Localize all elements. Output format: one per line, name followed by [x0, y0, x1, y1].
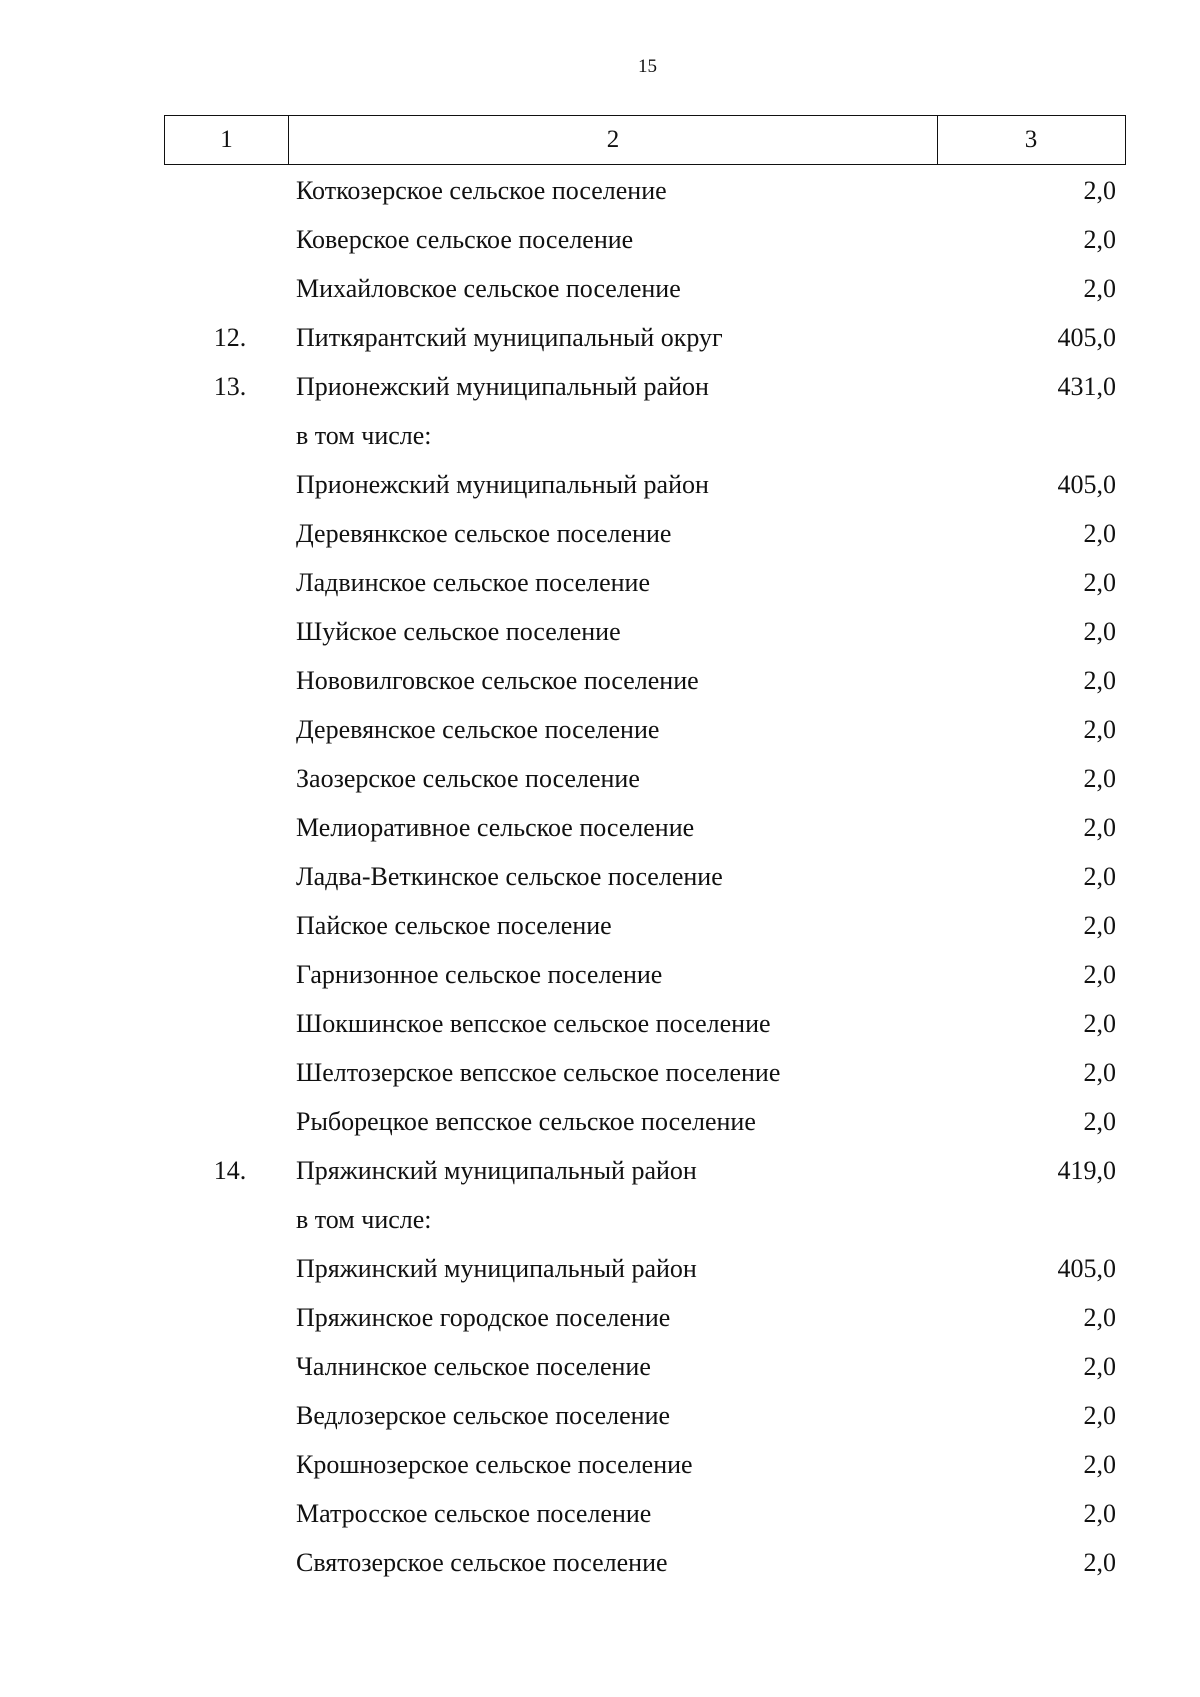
- row-name: Ведлозерское сельское поселение: [296, 1401, 671, 1430]
- table-row: [0, 362, 1200, 411]
- row-value: 431,0: [1057, 372, 1116, 401]
- row-name: Михайловское сельское поселение: [296, 274, 681, 303]
- table-row: [0, 754, 1200, 803]
- row-value: 2,0: [1083, 176, 1116, 205]
- table-row: [0, 950, 1200, 999]
- row-value: 405,0: [1057, 1254, 1116, 1283]
- table-row: [0, 411, 1200, 460]
- table-row: [0, 1293, 1200, 1342]
- row-value: 2,0: [1083, 911, 1116, 940]
- row-number: 14.: [213, 1156, 247, 1185]
- row-name: Шуйское сельское поселение: [296, 617, 621, 646]
- table-row: [0, 1440, 1200, 1489]
- table-row: [0, 1489, 1200, 1538]
- row-name: в том числе:: [296, 1205, 432, 1234]
- row-value: 2,0: [1083, 960, 1116, 989]
- row-value: 2,0: [1083, 1009, 1116, 1038]
- table-row: [0, 607, 1200, 656]
- row-value: 2,0: [1083, 568, 1116, 597]
- row-value: 405,0: [1057, 470, 1116, 499]
- row-name: Мелиоративное сельское поселение: [296, 813, 695, 842]
- row-value: 2,0: [1083, 274, 1116, 303]
- row-name: Пряжинский муниципальный район: [296, 1254, 697, 1283]
- table-row: [0, 1244, 1200, 1293]
- row-name: Прионежский муниципальный район: [296, 470, 709, 499]
- table-row: [0, 166, 1200, 215]
- row-value: 2,0: [1083, 1303, 1116, 1332]
- row-value: 2,0: [1083, 1107, 1116, 1136]
- table-row: [0, 558, 1200, 607]
- row-name: Шелтозерское вепсское сельское поселение: [296, 1058, 781, 1087]
- table-row: [0, 803, 1200, 852]
- row-name: Шокшинское вепсское сельское поселение: [296, 1009, 771, 1038]
- row-name: Нововилговское сельское поселение: [296, 666, 699, 695]
- row-value: 2,0: [1083, 715, 1116, 744]
- table-row: [0, 901, 1200, 950]
- table-row: [0, 999, 1200, 1048]
- row-name: Питкярантский муниципальный округ: [296, 323, 723, 352]
- table-body: [0, 166, 1200, 1587]
- row-name: Ладвинское сельское поселение: [296, 568, 650, 597]
- row-value: 2,0: [1083, 1499, 1116, 1528]
- row-name: Рыборецкое вепсское сельское поселение: [296, 1107, 756, 1136]
- row-name: Заозерское сельское поселение: [296, 764, 640, 793]
- row-value: 419,0: [1057, 1156, 1116, 1185]
- row-value: 2,0: [1083, 225, 1116, 254]
- table-row: [0, 313, 1200, 362]
- row-value: 2,0: [1083, 1450, 1116, 1479]
- table-row: [0, 656, 1200, 705]
- row-value: 2,0: [1083, 813, 1116, 842]
- row-name: Матросское сельское поселение: [296, 1499, 652, 1528]
- header-col-3: 3: [1024, 126, 1038, 153]
- row-number: 13.: [213, 372, 247, 401]
- row-name: Пайское сельское поселение: [296, 911, 612, 940]
- row-name: в том числе:: [296, 421, 432, 450]
- page-number: 15: [638, 56, 657, 77]
- row-value: 2,0: [1083, 764, 1116, 793]
- row-value: 2,0: [1083, 862, 1116, 891]
- row-name: Чалнинское сельское поселение: [296, 1352, 651, 1381]
- table-header: [164, 115, 1126, 165]
- table-row: [0, 1097, 1200, 1146]
- table-row: [0, 215, 1200, 264]
- header-col-2: 2: [289, 116, 938, 164]
- row-name: Коткозерское сельское поселение: [296, 176, 667, 205]
- row-value: 2,0: [1083, 617, 1116, 646]
- row-value: 2,0: [1083, 666, 1116, 695]
- table-row: [0, 705, 1200, 754]
- row-name: Деревянкское сельское поселение: [296, 519, 672, 548]
- row-name: Деревянское сельское поселение: [296, 715, 660, 744]
- table-row: [0, 264, 1200, 313]
- table-row: [0, 460, 1200, 509]
- row-value: 2,0: [1083, 519, 1116, 548]
- table-row: [0, 852, 1200, 901]
- row-name: Святозерское сельское поселение: [296, 1548, 668, 1577]
- row-name: Пряжинский муниципальный район: [296, 1156, 697, 1185]
- table-row: [0, 509, 1200, 558]
- table-row: [0, 1146, 1200, 1195]
- table-row: [0, 1048, 1200, 1097]
- row-name: Прионежский муниципальный район: [296, 372, 709, 401]
- row-name: Крошнозерское сельское поселение: [296, 1450, 693, 1479]
- row-value: 405,0: [1057, 323, 1116, 352]
- table-row: [0, 1342, 1200, 1391]
- row-value: 2,0: [1083, 1058, 1116, 1087]
- row-value: 2,0: [1083, 1352, 1116, 1381]
- table-row: [0, 1391, 1200, 1440]
- row-name: Пряжинское городское поселение: [296, 1303, 671, 1332]
- row-number: 12.: [213, 323, 247, 352]
- table-row: [0, 1538, 1200, 1587]
- row-name: Ладва-Веткинское сельское поселение: [296, 862, 723, 891]
- row-value: 2,0: [1083, 1548, 1116, 1577]
- header-col-1: 1: [165, 116, 289, 164]
- row-name: Коверское сельское поселение: [296, 225, 634, 254]
- row-value: 2,0: [1083, 1401, 1116, 1430]
- table-row: [0, 1195, 1200, 1244]
- row-name: Гарнизонное сельское поселение: [296, 960, 663, 989]
